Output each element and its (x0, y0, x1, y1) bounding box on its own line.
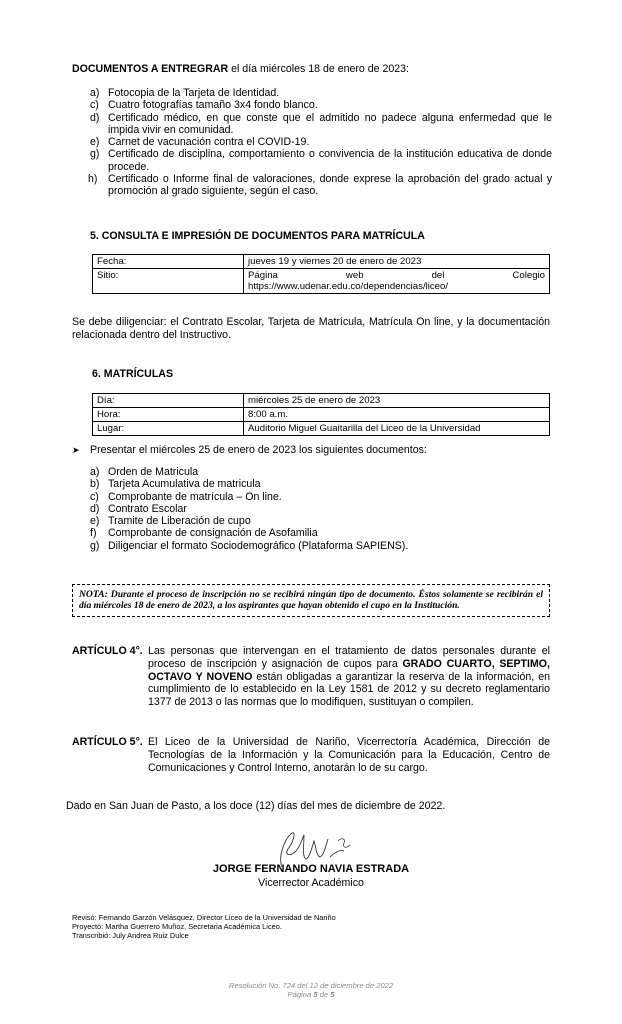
table-cell-value: Auditorio Miguel Guaitarilla del Liceo de la Universidad (244, 422, 550, 436)
article-4-label: ARTÍCULO 4°. (72, 645, 143, 657)
signer-role: Vicerrector Académico (258, 877, 364, 889)
table-cell-value: jueves 19 y viernes 20 de enero de 2023 (244, 255, 550, 269)
article-4 (72, 645, 550, 723)
section-5-table (92, 254, 550, 294)
footer-page-number: Página 5 de 5 (287, 990, 335, 999)
table-cell-label: Lugar: (93, 422, 244, 436)
list-item: e) Carnet de vacunación contra el COVID-19. (90, 136, 310, 149)
table-row (93, 255, 550, 269)
section-6-table (92, 393, 550, 436)
table-cell-value: miércoles 25 de enero de 2023 (244, 394, 550, 408)
section-6-bullet (72, 444, 427, 456)
list-item: e) Tramite de Liberación de cupo (90, 515, 251, 528)
note-box: NOTA: Durante el proceso de inscripción no se recibirá ningún tipo de documento. Éstos solamente se recibirán el día miércoles 18 de enero de 2023, a los aspirantes que hayan obtenido el cupo en la Institución. (72, 584, 550, 617)
review-line: Proyectó: Martha Guerrero Muñoz, Secretaria Académica Liceo. (72, 922, 282, 931)
signer-name: JORGE FERNANDO NAVIA ESTRADA (212, 863, 410, 875)
site-url: https://www.udenar.edu.co/dependencias/liceo/ (248, 281, 449, 292)
list-item: a) Orden de Matricula (90, 466, 199, 478)
review-line: Transcribió: July Andrea Ruiz Dulce (72, 931, 189, 940)
documents-intro-bold: DOCUMENTOS A ENTREGRAR (72, 63, 229, 75)
table-cell-label: Sitio: (93, 269, 244, 294)
footer-resolution: Resolución No. 724 del 12 de diciembre de 2022 (228, 981, 394, 990)
table-cell-label: Hora: (93, 408, 244, 422)
list-item: f) Comprobante de consignación de Asofamilia (90, 527, 318, 540)
review-line: Revisó: Fernando Garzón Velásquez, Director Liceo de la Universidad de Nariño (72, 913, 336, 922)
list-item: d) Contrato Escolar (90, 502, 187, 515)
list-item: c) Comprobante de matrícula – On line. (90, 490, 282, 503)
section-5-paragraph: Se debe diligenciar: el Contrato Escolar, Tarjeta de Matrícula, Matrícula On line, y la documentación relacionada dentro del Instructivo. (72, 316, 550, 341)
article-5-label: ARTÍCULO 5°. (72, 736, 143, 748)
table-row (93, 422, 550, 436)
article-5-text: El Liceo de la Universidad de Nariño, Vicerrectoría Académica, Dirección de Tecnologías de la Información y la Comunicación para la Educación, Centro de Comunicaciones y Control Interno, anotarán lo de su cargo. (148, 736, 550, 774)
table-cell-value (244, 269, 550, 294)
given-line: Dado en San Juan de Pasto, a los doce (12) días del mes de diciembre de 2022. (66, 800, 446, 812)
table-row (93, 394, 550, 408)
table-cell-label: Día: (93, 394, 244, 408)
table-row (93, 269, 550, 294)
list-item: h) Certificado o Informe final de valoraciones, donde exprese la aprobación del grado actual y promoción al grado siguiente, según el caso. (88, 173, 552, 198)
table-cell-value: 8:00 a.m. (244, 408, 550, 422)
documents-list (72, 87, 552, 198)
article-5 (72, 736, 550, 776)
documents-intro (72, 63, 409, 75)
section-6-bullet-text: Presentar el miércoles 25 de enero de 2023 los siguientes documentos: (90, 444, 427, 456)
site-description: Página web del Colegio (248, 270, 545, 281)
section-6-title: 6. MATRÍCULAS (92, 368, 174, 380)
table-row (93, 408, 550, 422)
documents-intro-rest: el día miércoles 18 de enero de 2023: (228, 63, 409, 75)
arrow-bullet-icon: ➤ (72, 445, 80, 455)
list-item: g) Certificado de disciplina, comportamiento o convivencia de la institución educativa de donde procede. (90, 148, 552, 173)
list-item: g) Diligenciar el formato Sociodemográfico (Plataforma SAPIENS). (90, 539, 409, 552)
section-5-title: 5. CONSULTA E IMPRESIÓN DE DOCUMENTOS PARA MATRÍCULA (90, 230, 425, 242)
list-item: d) Certificado médico, en que conste que el admitido no padece alguna enfermedad que le impida vivir en comunidad. (90, 111, 552, 136)
enrollment-documents-list (72, 466, 542, 552)
list-item: c) Cuatro fotografías tamaño 3x4 fondo blanco. (90, 99, 318, 112)
list-item: b) Tarjeta Acumulativa de matricula (90, 478, 261, 491)
table-cell-label: Fecha: (93, 255, 244, 269)
article-4-text: Las personas que intervengan en el tratamiento de datos personales durante el proceso de inscripción y asignación de cupos para GRADO CUARTO, SEPTIMO, OCTAVO Y NOVENO están obligadas a garantizar la reserva de la información, en cumplimiento de lo establecido en la Ley 1581 de 2012 y su decreto reglamentario 1377 de 2013 o las normas que lo modifiquen, sustituyan o compilen. (148, 645, 550, 709)
list-item: a) Fotocopia de la Tarjeta de Identidad. (90, 87, 280, 99)
